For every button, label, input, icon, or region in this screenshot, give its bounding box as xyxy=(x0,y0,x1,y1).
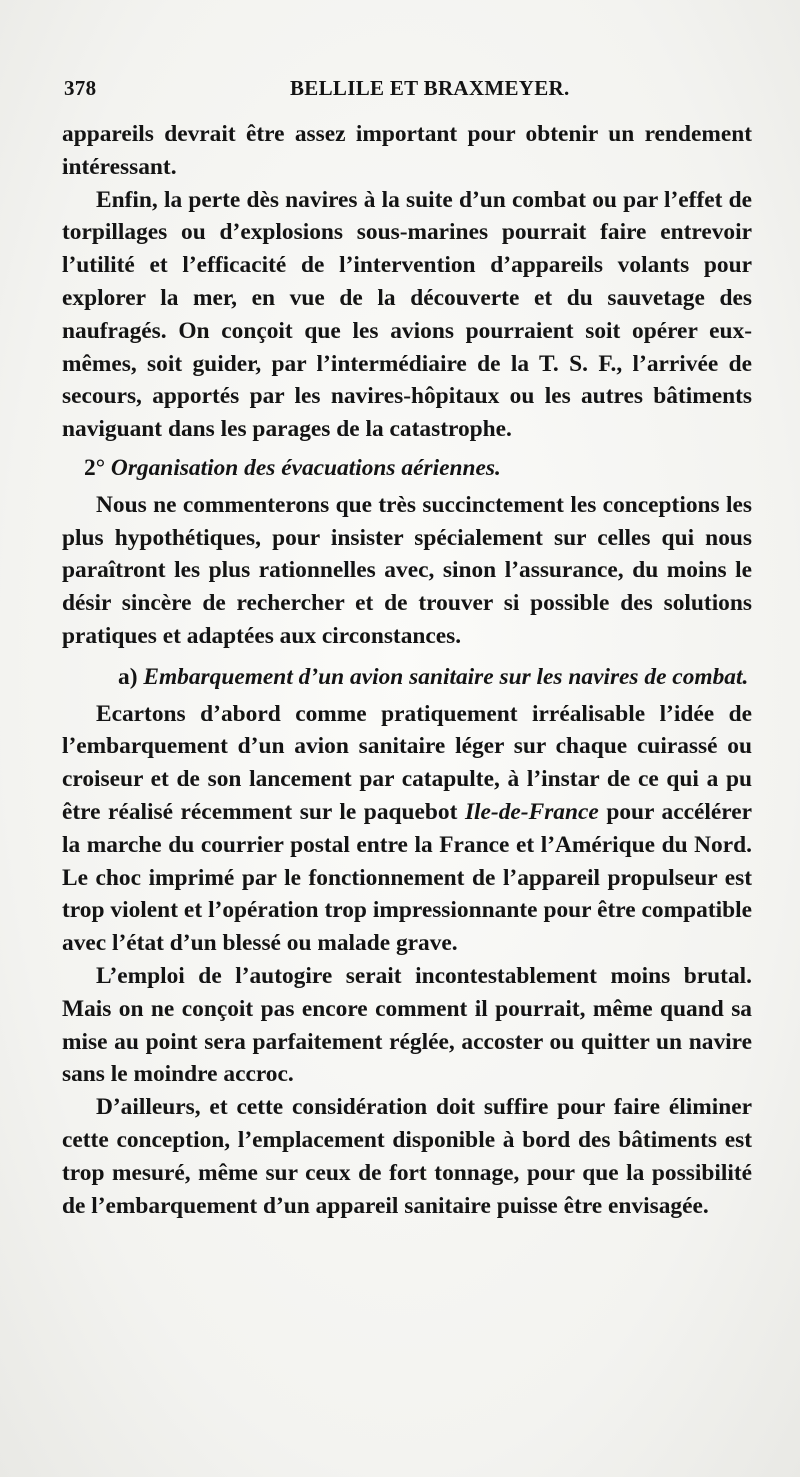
section-heading xyxy=(62,452,752,485)
section-title: Organisation des évacuations aériennes. xyxy=(110,454,501,481)
paragraph-continuation: appareils devrait être assez important pour obtenir un rendement intéressant. xyxy=(62,121,752,180)
subsection-title: Embarquement d’un avion sanitaire sur les navires de combat. xyxy=(143,663,749,690)
paragraph-autogire: L’emploi de l’autogire serait incontestablement moins brutal. Mais on ne conçoit pas encore comment il pourrait, même quand sa mise au point sera parfaitement réglée, accoster ou quitter un navire sans le moindre accroc. xyxy=(62,962,752,1088)
section-number: 2° xyxy=(84,454,106,481)
subsection-label: a) xyxy=(118,663,138,690)
paragraph-catapult-start: Ecartons d’abord comme pratiquement irréalisable l’idée de l’embarquement d’un avion sanitaire léger sur chaque cuirassé ou croiseur et de son lancement par catapulte, à l’instar de ce qui a pu être réalisé récemment sur le paquebot xyxy=(62,700,752,825)
running-head: BELLILE ET BRAXMEYER. xyxy=(290,76,570,100)
paragraph-space-limits: D’ailleurs, et cette considération doit suffire pour faire éliminer cette conception, l’emplacement disponible à bord des bâtiments est trop mesuré, même sur ceux de fort tonnage, pour que la possibilité de l’embarquement d’un appareil sanitaire puisse être envisagée. xyxy=(62,1094,752,1219)
page-header xyxy=(64,76,764,104)
paragraph-catapult xyxy=(62,698,752,960)
body-text xyxy=(62,118,752,1222)
paragraph-naval-losses: Enfin, la perte dès navires à la suite d’un combat ou par l’effet de torpillages ou d’explosions sous-marines pourrait faire entrevoir l’utilité et l’efficacité de l’intervention d’appareils volants pour explorer la mer, en vue de la découverte et du sauvetage des naufragés. On conçoit que les avions pourraient soit opérer eux-mêmes, soit guider, par l’intermédiaire de la T. S. F., l’arrivée de secours, apportés par les navires-hôpitaux ou les autres bâtiments naviguant dans les parages de la catastrophe. xyxy=(62,186,752,443)
subsection-heading xyxy=(62,661,752,694)
paragraph-catapult-end: pour accélérer la marche du courrier postal entre la France et l’Amérique du Nord. Le choc imprimé par le fonctionnement de l’appareil propulseur est trop violent et l’opération trop impressionnante pour être compatible avec l’état d’un blessé ou malade grave. xyxy=(62,798,752,957)
paragraph-conceptions: Nous ne commenterons que très succinctement les conceptions les plus hypothétiques, pour insister spécialement sur celles qui nous paraîtront les plus rationnelles avec, sinon l’assurance, du moins le désir sincère de rechercher et de trouver si possible des solutions pratiques et adaptées aux circonstances. xyxy=(62,491,752,649)
ship-name: Ile-de-France xyxy=(464,798,599,825)
page-number: 378 xyxy=(64,76,97,100)
